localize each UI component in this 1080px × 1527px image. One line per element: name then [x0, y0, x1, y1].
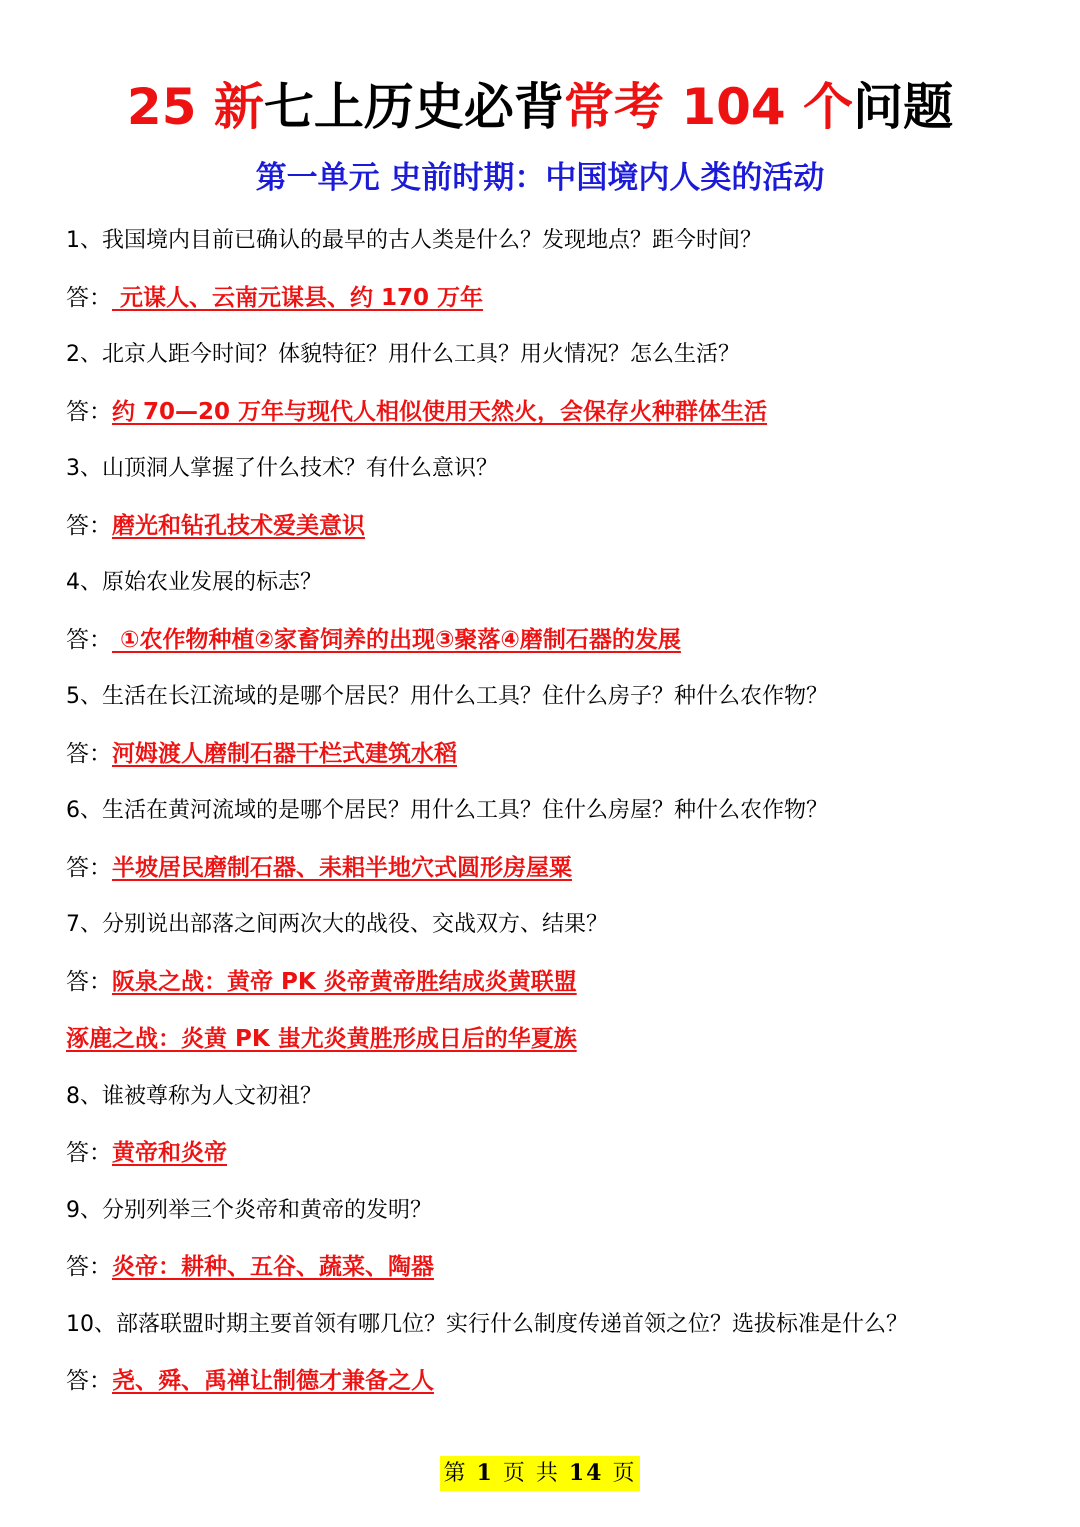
- question-1: 1、我国境内目前已确认的最早的古人类是什么？发现地点？距今时间？: [66, 228, 762, 253]
- question-3: 3、山顶洞人掌握了什么技术？有什么意识？: [66, 456, 498, 481]
- title-part-4: 问题: [853, 78, 954, 136]
- page-number-indicator: [440, 1456, 641, 1491]
- answer-text: 涿鹿之战：炎黄 PK 蚩尤炎黄胜形成日后的华夏族: [66, 1026, 577, 1052]
- footer-suffix: 页: [612, 1461, 637, 1486]
- answer-text: 尧、舜、禹禅让制德才兼备之人: [112, 1368, 434, 1394]
- qa-list: [66, 213, 1026, 1411]
- answer-8: [66, 1125, 1026, 1183]
- answer-text: ①农作物种植②家畜饲养的出现③聚落④磨制石器的发展: [112, 626, 681, 653]
- footer-prefix: 第: [443, 1461, 468, 1486]
- answer-6: [66, 840, 1026, 898]
- question-7: 7、分别说出部落之间两次大的战役、交战双方、结果？: [66, 912, 608, 937]
- question-4: 4、原始农业发展的标志？: [66, 570, 322, 595]
- footer-middle: 页 共: [502, 1461, 560, 1486]
- answer-7: [66, 954, 1026, 1012]
- answer-3: [66, 498, 1026, 556]
- answer-5: [66, 726, 1026, 784]
- answer-10: [66, 1353, 1026, 1411]
- answer-text: 河姆渡人磨制石器干栏式建筑水稻: [112, 740, 457, 767]
- answer-text: 黄帝和炎帝: [112, 1140, 227, 1166]
- answer-7-continued: [66, 1011, 1026, 1069]
- answer-label: 答：: [66, 1254, 112, 1280]
- current-page-number: 1: [476, 1460, 494, 1486]
- question-5: 5、生活在长江流域的是哪个居民？用什么工具？住什么房子？种什么农作物？: [66, 684, 828, 709]
- answer-label: 答：: [66, 1368, 112, 1394]
- total-page-count: 14: [568, 1460, 604, 1486]
- answer-text: 阪泉之战：黄帝 PK 炎帝黄帝胜结成炎黄联盟: [112, 968, 577, 995]
- answer-label: 答：: [66, 968, 112, 995]
- answer-text: 炎帝：耕种、五谷、蔬菜、陶器: [112, 1254, 434, 1280]
- answer-9: [66, 1239, 1026, 1297]
- question-8: 8、谁被尊称为人文初祖？: [66, 1083, 322, 1109]
- answer-label: 答：: [66, 398, 112, 425]
- answer-2: [66, 384, 1026, 442]
- answer-label: 答：: [66, 1140, 112, 1166]
- question-10: 10、部落联盟时期主要首领有哪几位？实行什么制度传递首领之位？选拔标准是什么？: [66, 1311, 908, 1337]
- answer-text: 元谋人、云南元谋县、约 170 万年: [112, 284, 484, 311]
- page-footer: [0, 1456, 1080, 1491]
- question-2: 2、北京人距今时间？体貌特征？用什么工具？用火情况？怎么生活？: [66, 342, 740, 367]
- answer-label: 答：: [66, 626, 112, 653]
- answer-4: [66, 612, 1026, 670]
- answer-1: [66, 270, 1026, 328]
- answer-text: 约 70—20 万年与现代人相似使用天然火，会保存火种群体生活: [112, 398, 768, 425]
- question-6: 6、生活在黄河流域的是哪个居民？用什么工具？住什么房屋？种什么农作物？: [66, 798, 828, 823]
- answer-text: 半坡居民磨制石器、耒耜半地穴式圆形房屋粟: [112, 854, 572, 881]
- question-9: 9、分别列举三个炎帝和黄帝的发明？: [66, 1197, 432, 1223]
- answer-label: 答：: [66, 854, 112, 881]
- answer-label: 答：: [66, 512, 112, 539]
- document-title: [0, 72, 1080, 142]
- title-part-2: 七上历史必背: [263, 78, 564, 136]
- unit-heading: 第一单元 史前时期：中国境内人类的活动: [255, 160, 825, 196]
- answer-text: 磨光和钻孔技术爱美意识: [112, 512, 365, 539]
- title-part-3: 常考 104 个: [563, 78, 854, 136]
- answer-label: 答：: [66, 284, 112, 311]
- title-part-1: 25 新: [126, 78, 264, 136]
- answer-label: 答：: [66, 740, 112, 767]
